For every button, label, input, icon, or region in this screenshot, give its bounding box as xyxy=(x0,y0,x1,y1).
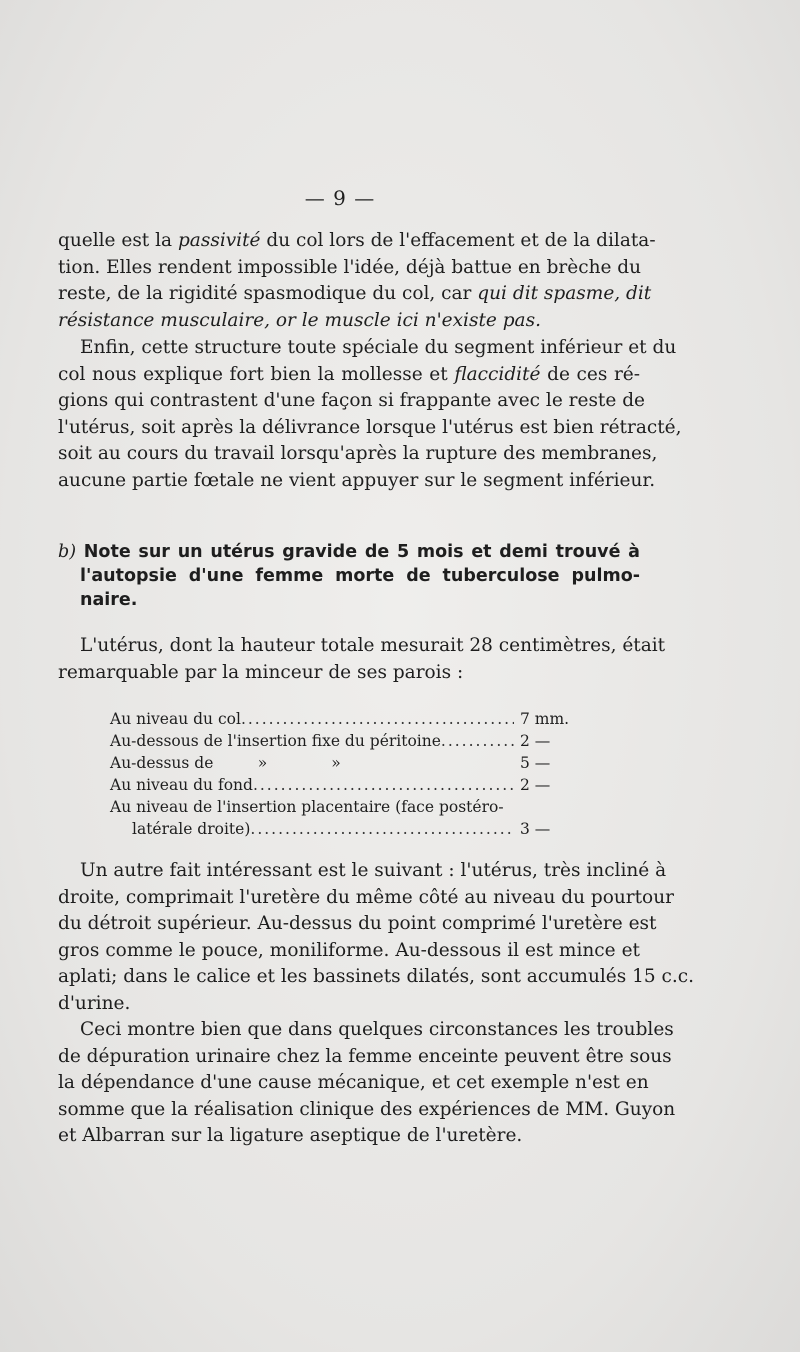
measurement-row: latérale droite) ..... 3 — xyxy=(110,818,580,840)
measurement-row: Au niveau du fond ..... 2 — xyxy=(110,774,580,796)
text-line: tion. Elles rendent impossible l'idée, déjà battue en brèche du xyxy=(58,256,642,278)
text-line: de dépuration urinaire chez la femme enceinte peuvent être sous xyxy=(58,1045,672,1067)
text-line: résistance musculaire, or le muscle ici n'existe pas. xyxy=(58,309,541,331)
text-line: la dépendance d'une cause mécanique, et cet exemple n'est en xyxy=(58,1072,649,1093)
heading-line: naire. xyxy=(80,590,138,610)
text-line: et Albarran sur la ligature aseptique de l'uretère. xyxy=(58,1125,523,1146)
measurement-row: Au niveau du col ..... 7 mm. xyxy=(110,708,580,730)
text-line: remarquable par la minceur de ses parois : xyxy=(58,661,464,683)
measurement-row: Au-dessous de l'insertion fixe du péritoine ..... 2 — xyxy=(110,730,580,752)
text-line: d'urine. xyxy=(58,992,131,1014)
section-heading xyxy=(58,540,640,612)
measurements-table xyxy=(110,708,580,840)
text-line: col nous explique fort bien la mollesse et flaccidité de ces ré- xyxy=(58,363,640,385)
paragraph-ureter xyxy=(58,858,695,1017)
text-line: droite, comprimait l'uretère du même côté au niveau du pourtour xyxy=(58,886,674,908)
heading-line: l'autopsie d'une femme morte de tuberculose pulmo- xyxy=(80,566,640,586)
text-line: du détroit supérieur. Au-dessus du point comprimé l'uretère est xyxy=(58,913,657,934)
text-line: reste, de la rigidité spasmodique du col, car qui dit spasme, dit xyxy=(58,283,652,304)
paragraph-passivity xyxy=(58,228,656,334)
text-line: L'utérus, dont la hauteur totale mesurait 28 centimètres, était xyxy=(80,635,666,656)
text-line: l'utérus, soit après la délivrance lorsque l'utérus est bien rétracté, xyxy=(58,416,682,438)
paragraph-uterus xyxy=(58,633,666,686)
text-line: gions qui contrastent d'une façon si frappante avec le reste de xyxy=(58,390,645,411)
heading-line: b) Note sur un utérus gravide de 5 mois et demi trouvé à xyxy=(58,542,640,562)
text-line: somme que la réalisation clinique des expériences de MM. Guyon xyxy=(58,1098,676,1120)
text-line: Enfin, cette structure toute spéciale du segment inférieur et du xyxy=(80,337,677,358)
measurement-row: Au-dessus de » » 5 — xyxy=(110,754,551,772)
paragraph-conclusion xyxy=(58,1017,676,1150)
paragraph-structure xyxy=(58,335,682,494)
section-label: b) xyxy=(58,542,77,562)
measurement-row: Au niveau de l'insertion placentaire (face postéro- xyxy=(110,798,504,816)
page-number: — 9 — xyxy=(304,186,376,210)
text-line: aucune partie fœtale ne vient appuyer sur le segment inférieur. xyxy=(58,469,656,491)
text-line: Ceci montre bien que dans quelques circonstances les troubles xyxy=(80,1019,674,1040)
text-line: gros comme le pouce, moniliforme. Au-dessous il est mince et xyxy=(58,939,640,961)
text-line: quelle est la passivité du col lors de l'effacement et de la dilata- xyxy=(58,230,656,251)
text-line: Un autre fait intéressant est le suivant : l'utérus, très incliné à xyxy=(80,860,667,881)
text-line: soit au cours du travail lorsqu'après la rupture des membranes, xyxy=(58,443,658,464)
text-line: aplati; dans le calice et les bassinets dilatés, sont accumulés 15 c.c. xyxy=(58,966,695,987)
